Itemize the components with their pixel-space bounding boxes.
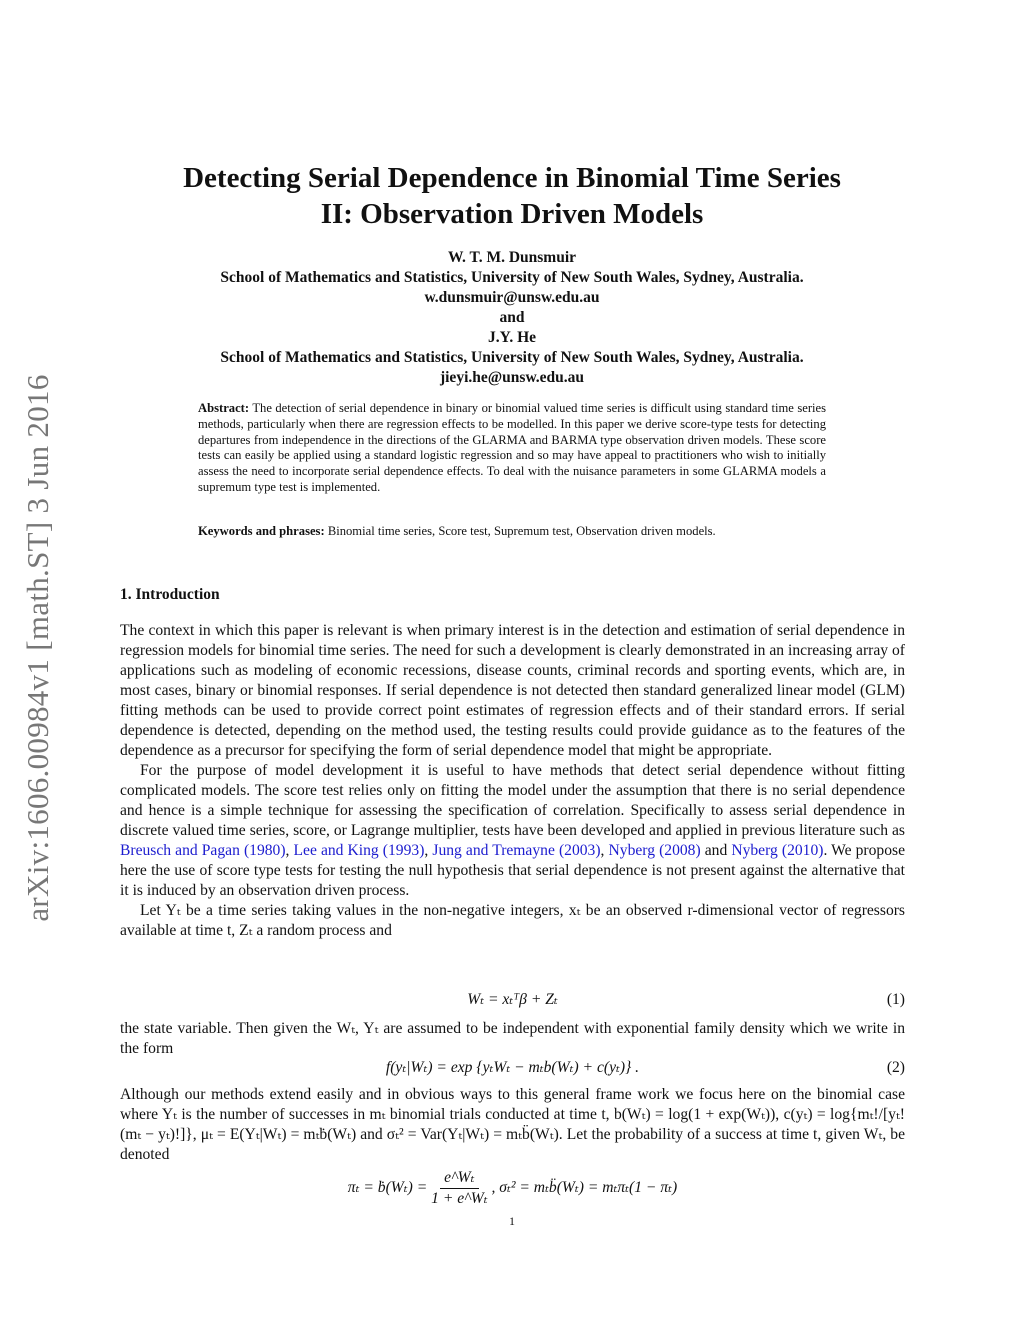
author-2-name: J.Y. He bbox=[487, 329, 537, 346]
citation-year-link[interactable]: (2008) bbox=[655, 842, 701, 859]
sep: and bbox=[700, 842, 732, 859]
equation-1-number: (1) bbox=[886, 991, 905, 1008]
arxiv-stamp: arXiv:1606.00984v1 [math.ST] 3 Jun 2016 bbox=[20, 374, 55, 922]
abstract-label: Abstract: bbox=[198, 401, 250, 415]
citation-year-link[interactable]: (1993) bbox=[378, 842, 425, 859]
paragraph-4-block bbox=[120, 1019, 905, 1059]
paragraph-1: The context in which this paper is relevant is when primary interest is in the detection and estimation of serial dependence in regression models for binomial time series. The need for such a development is clearly demonstrated in an increasing array of applications such as modeling of economic recessions, disease counts, criminal records and sporting events, which are, in most cases, binary or binomial responses. If serial dependence is not detected then standard generalized linear model (GLM) fitting methods can be used to provide correct point estimates of regression effects and of their standard errors. If serial dependence is detected, depending on the method used, the testing results could provide guidance as to the features of the dependence as a precursor for specifying the form of serial dependence model that might be appropriate. bbox=[120, 622, 905, 759]
keywords-label: Keywords and phrases: bbox=[198, 524, 325, 538]
paragraph-2 bbox=[120, 761, 905, 901]
intro-body bbox=[120, 621, 905, 941]
paragraph-5: Although our methods extend easily and in obvious ways to this general frame work we focus here on the binomial case where Yₜ is the number of successes in mₜ binomial trials conducted at time t, b(Wₜ) = log(1 + exp(Wₜ)), c(yₜ) = log{mₜ!/[yₜ!(mₜ − yₜ)!]}, μₜ = E(Yₜ|Wₜ) = mₜḃ(Wₜ) and σₜ² = Var(Yₜ|Wₜ) = mₜb̈(Wₜ). Let the probability of a success at time t, given Wₜ, be denoted bbox=[120, 1086, 905, 1163]
equation-2-body: f(yₜ|Wₜ) = exp {yₜWₜ − mₜb(Wₜ) + c(yₜ)} . bbox=[385, 1059, 640, 1076]
eq3-lhs: πₜ = ḃ(Wₜ) = bbox=[347, 1179, 428, 1197]
citation-year-link[interactable]: (1980) bbox=[239, 842, 286, 859]
authors-block bbox=[0, 248, 1024, 388]
title-line-1: Detecting Serial Dependence in Binomial Time Series bbox=[183, 162, 841, 194]
citation-year-link[interactable]: (2003) bbox=[554, 842, 601, 859]
eq3-fraction bbox=[431, 1168, 487, 1209]
citation-link[interactable]: Breusch and Pagan bbox=[120, 842, 240, 859]
keywords-text: Binomial time series, Score test, Supremum test, Observation driven models. bbox=[327, 524, 716, 538]
abstract bbox=[198, 401, 826, 496]
citation-link[interactable]: Lee and King bbox=[293, 842, 379, 859]
author-2-affiliation: School of Mathematics and Statistics, University of New South Wales, Sydney, Australia. bbox=[220, 349, 804, 366]
author-1-email[interactable]: w.dunsmuir@unsw.edu.au bbox=[424, 289, 600, 306]
equation-1-body: Wₜ = xₜᵀβ + Zₜ bbox=[467, 991, 558, 1008]
citation-link[interactable]: Nyberg bbox=[608, 842, 655, 859]
sep: , bbox=[285, 842, 294, 859]
eq3-numerator: e^Wₜ bbox=[440, 1168, 478, 1189]
eq3-rhs: , σₜ² = mₜb̈(Wₜ) = mₜπₜ(1 − πₜ) bbox=[491, 1179, 678, 1197]
paragraph-3: Let Yₜ be a time series taking values in the non-negative integers, xₜ be an observed r-dimensional vector of regressors available at time t, Zₜ a random process and bbox=[120, 902, 905, 939]
keywords bbox=[198, 524, 826, 540]
paper-title bbox=[0, 160, 1024, 232]
citation-link[interactable]: Nyberg bbox=[731, 842, 778, 859]
equation-3 bbox=[120, 1168, 905, 1209]
author-separator: and bbox=[499, 309, 525, 326]
sep: , bbox=[424, 842, 433, 859]
equation-1 bbox=[120, 990, 905, 1010]
title-line-2: II: Observation Driven Models bbox=[320, 198, 704, 230]
paragraph-5-block bbox=[120, 1085, 905, 1165]
sep: , bbox=[600, 842, 609, 859]
equation-2-number: (2) bbox=[886, 1059, 905, 1076]
eq3-denominator: 1 + e^Wₜ bbox=[431, 1190, 488, 1207]
citation-year-link[interactable]: (2010) bbox=[777, 842, 824, 859]
citation-link[interactable]: Jung and Tremayne bbox=[432, 842, 555, 859]
equation-3-body bbox=[120, 1168, 905, 1209]
section-heading: 1. Introduction bbox=[120, 586, 220, 603]
p2-text: For the purpose of model development it is useful to have methods that detect serial dependence without fitting complicated models. The score test relies only on fitting the model under the assumption that there is no serial dependence and hence is a simple technique for assessing the specification of correlation. Specifically to assess serial dependence in discrete valued time series, score, or Lagrange multiplier, tests have been developed and applied in previous literature such as bbox=[120, 762, 905, 839]
equation-2 bbox=[120, 1058, 905, 1078]
page-number: 1 bbox=[509, 1214, 515, 1228]
p2-text-end: . We propose here the use of score type tests for testing the null hypothesis that serial dependence is not present against the alternative that it is induced by an observation driven process. bbox=[120, 842, 905, 899]
paragraph-4: the state variable. Then given the Wₜ, Yₜ are assumed to be independent with exponential family density which we write in the form bbox=[120, 1020, 905, 1057]
author-1-affiliation: School of Mathematics and Statistics, University of New South Wales, Sydney, Australia. bbox=[220, 269, 804, 286]
abstract-text: The detection of serial dependence in binary or binomial valued time series is difficult using standard time series methods, particularly when there are regression effects to be modelled. In this paper we derive score-type tests for detecting departures from independence in the directions of the GLARMA and BARMA type observation driven models. These score tests can easily be applied using a standard logistic regression and so may have appeal to practitioners who wish to initially assess the need to incorporate serial dependence effects. To deal with the nuisance parameters in some GLARMA models a supremum type test is implemented. bbox=[198, 401, 827, 494]
author-1-name: W. T. M. Dunsmuir bbox=[447, 249, 577, 266]
author-2-email[interactable]: jieyi.he@unsw.edu.au bbox=[439, 369, 585, 386]
